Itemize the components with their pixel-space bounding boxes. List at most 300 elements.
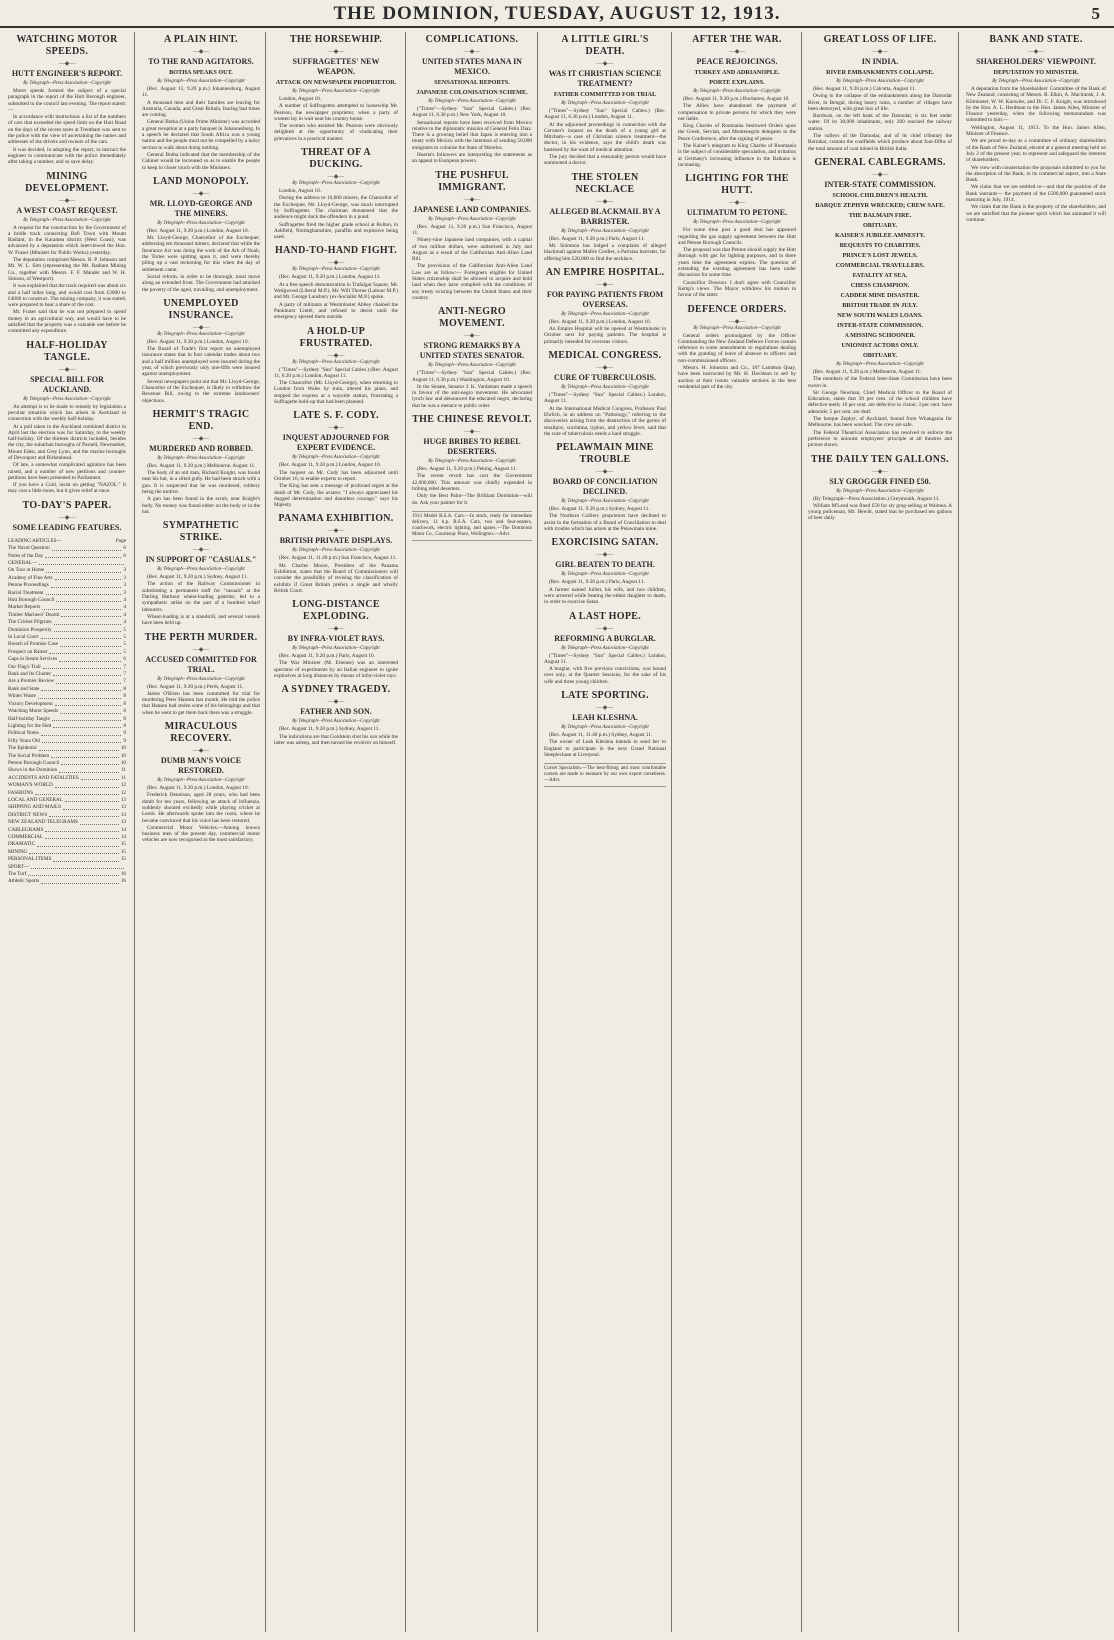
article xyxy=(544,442,666,532)
article-headline: HALF-HOLIDAY TANGLE. xyxy=(26,339,108,363)
article-paragraph: (Rec. August 11, 9.20 p.m.) San Francisco, August 11. xyxy=(412,223,532,236)
index-item xyxy=(8,656,126,663)
article-paragraph: The recent revolt has cost the Government 42,000,000. This amount was chiefly expended in bribing rebel deserters. xyxy=(412,473,532,492)
dot-leader xyxy=(49,649,121,654)
article-subheading: SLY GROGGER FINED £50. xyxy=(829,476,931,486)
article-headline: SYMPATHETIC STRIKE. xyxy=(162,520,240,544)
dot-leader xyxy=(37,841,119,846)
index-item-page: 4 xyxy=(123,597,126,604)
article xyxy=(142,721,260,844)
article-headline: UNEMPLOYED INSURANCE. xyxy=(163,297,239,321)
article-paragraph: (Rec. August 11, 9.20 p.m.) Johannesburg, August 11. xyxy=(142,86,260,99)
byline: By Telegraph—Press Association—Copyright xyxy=(561,101,649,106)
index-item xyxy=(8,738,126,745)
dot-leader xyxy=(53,723,121,728)
article-subheading: JAPANESE LAND COMPANIES. xyxy=(413,204,531,214)
column-5 xyxy=(544,32,666,1632)
article xyxy=(8,34,126,166)
article-headline: LAND MONOPOLY. xyxy=(153,175,249,187)
article-subheading: OBITUARY. xyxy=(862,351,898,359)
article-paragraph: It was explained that the track required was about six and a half miles long, and would cost from £3000 to £4000 to construct. The mining company, it was stated, were prepared to bear a share of the cost. xyxy=(8,283,126,309)
index-item xyxy=(8,619,126,626)
article xyxy=(412,306,532,409)
dot-leader xyxy=(42,604,121,609)
index-heading xyxy=(8,538,126,545)
rule-ornament: —◆— xyxy=(728,318,746,325)
article-paragraph: The action of the Railway Commissioner in substituting a permanent staff for "casuals" at the Darling Harbour wheat-loading gantries, led to a sympathetic strike on the part of a hundred wharf labourers. xyxy=(142,581,260,613)
article-paragraph: If you have a Cold, insist on getting "NAZOL." It may cost a little more, but it gives relief at once. xyxy=(8,482,126,495)
index-item-label: DISTRICT NEWS xyxy=(8,811,48,818)
article-paragraph: (Rec. August 11, 9.20 p.m.) Calcutta, August 11. xyxy=(813,86,916,92)
article xyxy=(966,34,1106,223)
article-paragraph: Several newspapers point out that Mr. Lloyd-George, Chancellor of the Exchequer, is likely to withdraw the Revenue Bill, owing to the extreme landowners' objections. xyxy=(142,378,260,404)
article-paragraph: The Federal Theatrical Association has resolved to enforce the preference to unionist employees' principle at all theatres and picture shows. xyxy=(808,429,952,449)
byline: By Telegraph—Press Association—Copyright xyxy=(561,385,649,391)
byline: By Telegraph—Press Association—Copyright xyxy=(23,396,111,402)
rule-ornament: —◆— xyxy=(596,365,614,372)
column-1 xyxy=(8,32,126,1632)
rule-ornament: —◆— xyxy=(596,281,614,288)
byline: By Telegraph—Press Association—Copyright xyxy=(157,778,245,784)
article xyxy=(678,304,796,391)
article-paragraph: (Rec. August 11, 9.20 p.m.) Perth, August 11. xyxy=(147,683,244,690)
rule-ornament: —◆— xyxy=(327,626,345,633)
article-paragraph: James O'Brien has been committed for trial for murdering Peter Hansen last month. He told the police that Hansen had stolen some of his belongings and that when he went to get them back there was a struggle. xyxy=(142,690,260,716)
article-subheading: BARQUE ZEPHYR WRECKED; CREW SAFE. xyxy=(815,201,945,209)
rule-ornament: —◆— xyxy=(192,547,210,554)
article-subheading: JAPANESE COLONISATION SCHEME. xyxy=(416,89,528,96)
article-paragraph: The deputation comprised Messrs. R. P. Johnson and Mr. W. L. Sim (representing the Mt. Radiant Mining Co., together with Messrs. F. F. Mander and W. H. Simson, of Westport). xyxy=(8,257,126,282)
article-subheading: PORTE EXPLAINS. xyxy=(709,79,765,86)
article-headline: AFTER THE WAR. xyxy=(692,34,782,45)
article-subheading: FATHER COMMITTED FOR TRIAL xyxy=(553,91,657,98)
article-headline: MEDICAL CONGRESS. xyxy=(548,350,662,362)
article-paragraph: Suffragettes fired the higher grade school at Bolton, in Ashfield, Nottinghamshire, paraffin and explosive being used. xyxy=(274,221,398,241)
article-paragraph: Sir George Newman, Chief Medical Officer to the Board of Education, states that 30 per cent. of the school children have defective teeth; 10 per cent. are defective in vision; 3 per cent. have adenoids; 5 per cent. are deaf. xyxy=(808,389,952,415)
article xyxy=(544,690,666,758)
column-rule xyxy=(134,32,135,1632)
article xyxy=(808,34,952,152)
index-item xyxy=(8,864,126,871)
article xyxy=(678,34,796,168)
rule-ornament: —◆— xyxy=(58,61,76,67)
article-headline: AN EMPIRE HOSPITAL. xyxy=(545,266,665,278)
article-paragraph: Commercial Motor Vehicles.—Among known business men of the present day, commercial motor vehicles are now recognised as the most satisfactory. xyxy=(142,824,260,844)
article-subheading: RIVER EMBANKMENTS COLLAPSE. xyxy=(826,69,934,76)
article-subheading: COMMERCIAL TRAVELLERS. xyxy=(835,261,925,269)
rule-ornament: —◆— xyxy=(58,514,76,521)
index-item-page: 7 xyxy=(123,663,126,670)
dot-leader xyxy=(46,567,121,572)
article-headline: TO-DAY'S PAPER. xyxy=(22,499,112,511)
dot-leader xyxy=(28,871,119,876)
index-item-label: Shows in the Dominion xyxy=(8,767,58,774)
article-subheading: KAISER'S JUBILEE AMNESTY. xyxy=(834,231,926,239)
article xyxy=(142,409,260,515)
article xyxy=(544,34,666,167)
article-paragraph: The women who assisted Mr. Pearson were obviously delighted at the opportunity of vindicating their grievances in a practical manner. xyxy=(274,123,398,142)
article-paragraph: Wellington, August 11, 1913. To the Hon. James Allen, Minister of Finance. xyxy=(966,124,1106,138)
article-subheading: PEACE REJOICINGS. xyxy=(696,57,778,66)
dot-leader xyxy=(81,775,119,780)
index-item xyxy=(8,878,126,885)
article-paragraph: We view with consternation the proposals submitted to you for the absorption of the Bank, in its commercial aspect, into a State Bank. xyxy=(966,164,1106,184)
article-subheading: IN INDIA. xyxy=(861,57,899,66)
rule-ornament: —◆— xyxy=(192,748,210,755)
article-paragraph: (Rec. August 11, 9.20 p.m.) Paris, August 10. xyxy=(279,653,376,660)
article-paragraph: An Empire Hospital will be opened at Westminster in October next for paying patients. The hospital is primarily intended for overseas visitors. xyxy=(544,326,666,345)
article-paragraph: At the adjourned proceedings in connection with the Coroner's inquest on the death of a young girl at Mitcham—a case of Christian science treatment—the doctor, in his evidence, says the child's death was hastened by the want of medical attention. xyxy=(544,121,666,153)
rule-ornament: —◆— xyxy=(596,704,614,711)
article-paragraph: (Rec. August 11, 9.20 p.m.) Paris, August 11. xyxy=(549,235,645,242)
article xyxy=(274,245,398,320)
byline: By Telegraph—Press Association—Copyright xyxy=(292,548,380,554)
article-headline: MINING DEVELOPMENT. xyxy=(25,170,109,194)
article-paragraph: (By Telegraph—Press Association.) Greymouth, August 11. xyxy=(813,495,940,502)
index-heading-label: LEADING ARTICLES— xyxy=(8,537,62,544)
column-4 xyxy=(412,32,532,1632)
index-item-label: Market Reports xyxy=(8,604,41,611)
byline: By Telegraph—Press Association—Copyright xyxy=(561,645,649,651)
byline: By Telegraph—Press Association—Copyright xyxy=(157,455,245,461)
article-paragraph: ("Times"—Sydney "Sun" Special Cables.) London, August 11. xyxy=(544,652,666,665)
article-subheading: MR. LLOYD-GEORGE AND THE MINERS. xyxy=(149,198,253,218)
index-item-page: 3 xyxy=(123,589,126,596)
index-item-page: 16 xyxy=(120,878,126,885)
index-item-label: Petone Proceedings xyxy=(8,582,49,589)
article-subheading: BOTHA SPEAKS OUT. xyxy=(169,69,233,76)
index-item-label: Gaps in Steam Services xyxy=(8,656,58,663)
article-subheading: CHESS CHAMPION. xyxy=(850,281,910,289)
todays-paper-index xyxy=(8,538,126,886)
article xyxy=(808,157,952,449)
dot-leader xyxy=(60,708,121,713)
article-headline: A HOLD-UP FRUSTRATED. xyxy=(299,325,373,349)
index-item-label: COMMERCIAL xyxy=(8,834,44,841)
rule-ornament: —◆— xyxy=(327,699,345,706)
index-item xyxy=(8,649,126,656)
index-item-label: Dominion Prosperity xyxy=(8,626,52,633)
rule-ornament: —◆— xyxy=(192,324,210,331)
article-paragraph: We are proud to-day as a committee of ordinary shareholders of the Bank of New Zealand, elected at a general meeting held on July 2 of the present year, to represent and safeguard the interests of shareholders. xyxy=(966,138,1106,164)
article-paragraph: Social reform, in order to be thorough, must move along an extended front. The Government had attacked the poverty of the aged, travailing, and unemployment. xyxy=(142,273,260,293)
byline: By Telegraph—Press Association—Copyright xyxy=(561,724,649,730)
article-paragraph: Ninety-nine Japanese land companies, with a capital of two million dollars, were authorised in July and August as a result of the Californian Anti-Alien Land Bill. xyxy=(412,237,532,263)
index-item-label: SPORT— xyxy=(8,863,30,870)
article-paragraph: The Kaiser's telegram to King Charles of Roumania is the subject of considerable speculation, and irritation at Germany's increasing influence in the Balkans is increasing. xyxy=(678,143,796,168)
article-paragraph: Mr. Fraser said that he was not prepared to spend money in an agricultural way, and would have to be satisfied that the property was a valuable one before he committed any expenditure. xyxy=(8,309,126,335)
dot-leader xyxy=(45,553,121,558)
index-item-page: 11 xyxy=(121,774,126,781)
index-item xyxy=(8,664,126,671)
dot-leader xyxy=(59,656,121,661)
index-item-label: Winter Waste xyxy=(8,693,36,700)
index-item-label: Lighting for the Hutt xyxy=(8,722,52,729)
column-7 xyxy=(808,32,952,1632)
article xyxy=(274,326,398,406)
article-paragraph: The Allies have abandoned the payment of compensation to private persons for which they were not liable. xyxy=(678,103,796,122)
article xyxy=(544,537,666,605)
article-headline: PANAMA EXHIBITION. xyxy=(278,513,394,525)
index-item-label: Petone Borough Council xyxy=(8,759,60,766)
article-paragraph: (Rec. August 11, 9.20 p.m.) Sydney, August 11. xyxy=(549,506,650,513)
byline: By Telegraph—Press Association—Copyright xyxy=(428,99,516,104)
dot-leader xyxy=(61,612,121,617)
article-paragraph: We claim that the Bank is the property of the shareholders, and we are satisfied that the pioneer spirit which has animated it will continue. xyxy=(966,204,1106,223)
rule-ornament: —◆— xyxy=(463,333,481,340)
index-item-page: 7 xyxy=(123,671,126,678)
article-paragraph: The King has sent a message of profound regret at the death of Mr. Cody, the aviator. "I always appreciated his dogged determination and dauntless courage," says his Majesty. xyxy=(274,483,398,509)
byline: By Telegraph—Press Association—Copyright xyxy=(836,361,924,367)
index-item xyxy=(8,790,126,797)
index-item xyxy=(8,745,126,752)
rule-ornament: —◆— xyxy=(596,61,614,67)
article-headline: LATE S. F. CODY. xyxy=(293,410,379,422)
article-paragraph: A party of militants at Westminster Abbey chained the Pankhurst Lintel, and refused to desist until the emergency ejected them outside. xyxy=(274,301,398,321)
article-paragraph: (Rec. August 11, 9.20 p.m.) Sydney, August 11. xyxy=(147,574,248,581)
index-item-label: The Epidemic xyxy=(8,745,38,752)
rule-ornament: —◆— xyxy=(327,528,345,535)
rule-ornament: —◆— xyxy=(58,197,76,204)
index-item xyxy=(8,553,126,560)
index-item xyxy=(8,753,126,760)
article-paragraph: (Rec. August 11, 9.20 p.m.) London, August 11. xyxy=(279,274,381,281)
index-item xyxy=(8,716,126,723)
rule-ornament: —◆— xyxy=(463,49,481,55)
article-paragraph: At a free speech demonstration in Trafalgar Square, Mr. Wedgwood (Liberal M.P.), Mr. Will Thorne (Labour M.P.) and Mr. George Lansbury (ex-Socialist M.P.) spoke. xyxy=(274,281,398,301)
byline: By Telegraph—Press Association—Copyright xyxy=(157,567,245,573)
index-item-page: 8 xyxy=(123,722,126,729)
rule-ornament: —◆— xyxy=(871,171,889,178)
index-item-label: Prospect on Rainer xyxy=(8,648,48,655)
advertisement: Corset Specialists.—The best-fitting and most comfortable corsets are made to measure by our own expert corsetieres.—Advt. xyxy=(544,763,666,787)
article-headline: MIRACULOUS RECOVERY. xyxy=(164,721,238,745)
article-paragraph: Burdwan, on the left bank of the Damodar, is six feet under water. Of its 30,000 inhabitants, only 200 reached the railway station. xyxy=(808,113,952,132)
dot-leader xyxy=(45,834,119,839)
index-item-page: 16 xyxy=(120,871,126,878)
dot-leader xyxy=(54,627,122,632)
dot-leader xyxy=(39,745,119,750)
byline: By Telegraph—Press Association—Copyright xyxy=(561,572,649,578)
article-paragraph: The members of the Federal Inter-State Commission have been sworn in. xyxy=(808,376,952,389)
byline: By Telegraph—Press Association—Copyright xyxy=(693,220,781,226)
article-paragraph: ("Times"—Sydney "Sun" Special Cables.) (Rec. August 11, 6.20 p.m.) London, August 11. xyxy=(274,366,398,379)
article-headline: LATE SPORTING. xyxy=(561,689,649,701)
article-headline: THE DAILY TEN GALLONS. xyxy=(811,453,949,465)
index-item-page: 5 xyxy=(123,641,126,648)
column-rule xyxy=(537,32,538,1632)
article-paragraph: A number of Suffragettes attempted to horsewhip Mr. Pearson, the newspaper proprietor, when a party of women lay in wait near his country house. xyxy=(274,103,398,122)
index-item-label: Athletic Sports xyxy=(8,878,40,885)
article-headline: WATCHING MOTOR SPEEDS. xyxy=(16,34,118,57)
dot-leader xyxy=(51,582,122,587)
article-subheading: BOARD OF CONCILIATION DECLINED. xyxy=(552,477,658,497)
article-paragraph: At the International Medical Congress, Professor Paul Ehrlich, in an address on "Pathology," referring to the discoveries arising from the destruction of the germs of smallpox, scarlatina, typhus, and yellow fever, said that the cure of tuberculosis needs a hard struggle. xyxy=(544,405,666,437)
index-item-label: PERSONAL ITEMS xyxy=(8,856,52,863)
dot-leader xyxy=(51,753,119,758)
index-item-page: 7 xyxy=(123,678,126,685)
rule-ornament: —◆— xyxy=(596,198,614,205)
byline: By Telegraph—Press Association—Copyright xyxy=(693,89,781,94)
article-subheading: TO THE RAND AGITATORS. xyxy=(148,57,254,66)
index-item-label: Racial Treatment xyxy=(8,589,44,596)
article-paragraph: During the address to 10,000 miners, the Chancellor of the Exchequer, Mr. Lloyd-George, was much interrupted by Suffragettes. The chairman threatened that the audience might duck the offenders in a pond. xyxy=(274,195,398,221)
article xyxy=(412,414,532,506)
article-headline: A SYDNEY TRAGEDY. xyxy=(281,684,391,696)
article-paragraph: The body of an old man, Richard Knight, was found near his hut, in a silted gully. He had been struck with a gun. It is suspected that he was murdered, robbery being the motive. xyxy=(142,470,260,495)
index-item-page: 15 xyxy=(120,848,126,855)
byline: By Telegraph—Press Association—Copyright xyxy=(292,89,380,94)
index-item-label: On Tour at Home xyxy=(8,567,45,574)
byline: By Telegraph—Press Association—Copyright xyxy=(428,216,516,222)
article-subheading: SUFFRAGETTES' NEW WEAPON. xyxy=(292,57,380,76)
index-item xyxy=(8,678,126,685)
index-item-page: 15 xyxy=(120,841,126,848)
index-item xyxy=(8,590,126,597)
article-paragraph: The indications are that Goldstein shot his son while the latter was asleep, and then turned the revolver on himself. xyxy=(274,733,398,746)
index-item xyxy=(8,812,126,819)
article-paragraph: (Rec. August 11, 9.20 p.m.) London, August 10. xyxy=(549,318,651,325)
index-item xyxy=(8,849,126,856)
article-subheading: MURDERED AND ROBBED. xyxy=(149,443,253,453)
dot-leader xyxy=(41,730,122,735)
dot-leader xyxy=(54,619,122,624)
dot-leader xyxy=(80,819,119,824)
rule-ornament: —◆— xyxy=(192,435,210,442)
index-item-label: Acadeny of Fine Arts xyxy=(8,574,53,581)
rule-ornament: —◆— xyxy=(596,469,614,476)
index-item xyxy=(8,760,126,767)
article-paragraph: It was decided, in adopting the report, to instruct the engineer to communicate with the police immediately after taking a number, and so save delay. xyxy=(8,146,126,166)
article-headline: THE HORSEWHIP. xyxy=(289,34,383,45)
article-headline: BANK AND STATE. xyxy=(989,34,1083,45)
dot-leader xyxy=(61,760,119,765)
article-headline: LIGHTING FOR THE HUTT. xyxy=(685,173,789,197)
index-item xyxy=(8,819,126,826)
index-item-page: 6 xyxy=(123,656,126,663)
article-paragraph: In the Senate, Senator J. K. Vardaman made a speech in favour of the anti-negro movement. He advocated lynch law and denounced the educated negro, declaring that he was a menace to public order. xyxy=(412,383,532,409)
article-subheading: WAS IT CHRISTIAN SCIENCE TREATMENT? xyxy=(548,69,662,88)
index-item-label: Bank and Its Charter xyxy=(8,671,52,678)
article-paragraph: ("Times"—Sydney "Sun" Special Cables.) (Rec. August 11, 6.30 p.m.) Washington, August 10. xyxy=(412,370,532,383)
article-headline: LONG-DISTANCE EXPLODING. xyxy=(292,599,380,623)
dot-leader xyxy=(49,812,119,817)
article-paragraph: London, August 10. xyxy=(279,96,322,102)
byline: By Telegraph—Press Association—Copyright xyxy=(992,79,1080,84)
index-item-label: GENERAL— xyxy=(8,559,38,566)
index-item-page: 10 xyxy=(120,759,126,766)
index-item xyxy=(8,775,126,782)
article-paragraph: (Rec. August 11, 9.20 p.m.) Melbourne, August 11. xyxy=(813,368,922,375)
index-item xyxy=(8,560,126,567)
dot-leader xyxy=(55,575,122,580)
index-item-label: In Local Court xyxy=(8,634,39,641)
byline: By Telegraph—Press Association—Copyright xyxy=(693,325,781,331)
article-paragraph: (Rec. August 11, 9.20 p.m.) London, August 10. xyxy=(147,338,249,345)
index-item-label: Timber Mariners' Dearth xyxy=(8,611,60,618)
dot-leader xyxy=(39,560,124,565)
byline: By Telegraph—Press Association—Copyright xyxy=(292,267,380,273)
article-subheading: A MISSING SCHOONER. xyxy=(844,331,916,339)
article-paragraph: (Rec. August 11, 11.40 p.m.) Sydney, August 11. xyxy=(549,731,653,738)
byline: By Telegraph—Press Association—Copyright xyxy=(836,79,924,84)
index-item-label: NEW ZEALAND TELEGRAMS xyxy=(8,819,78,826)
byline: By Telegraph—Press Association—Copyright xyxy=(836,488,924,494)
article xyxy=(544,350,666,437)
article xyxy=(808,454,952,522)
article xyxy=(274,34,398,142)
rule-ornament: —◆— xyxy=(728,200,746,207)
index-item-page: 9 xyxy=(123,730,126,737)
dot-leader xyxy=(46,590,122,595)
column-8 xyxy=(966,32,1106,1632)
index-item-page: 8 xyxy=(123,708,126,715)
article-paragraph: (Rec. August 11, 9.20 p.m.) Peking, August 11. xyxy=(417,466,517,473)
index-item-label: Watching Motor Speeds xyxy=(8,708,59,715)
index-item-page: 5 xyxy=(123,634,126,641)
dot-leader xyxy=(35,790,119,795)
article-subheading: SHAREHOLDERS' VIEWPOINT. xyxy=(976,57,1096,66)
article-headline: A PLAIN HINT. xyxy=(163,34,238,45)
dot-leader xyxy=(45,827,118,832)
index-item-page: 8 xyxy=(123,693,126,700)
article-headline: THE CHINESE REVOLT. xyxy=(412,414,532,426)
index-item-page: 13 xyxy=(120,796,126,803)
article-paragraph: Mr. Charles Moore, President of the Panama Exhibition, states that the Board of Commissioners will consider the possibility of revising the classification of exhibits if Great Britain prefers a single and wholly British Court. xyxy=(274,562,398,594)
index-item-label: Victory Development xyxy=(8,700,53,707)
article-headline: HAND-TO-HAND FIGHT. xyxy=(275,245,397,257)
index-item-label: FASHIONS xyxy=(8,789,33,796)
byline: By Telegraph—Press Association—Copyright xyxy=(292,646,380,652)
index-item xyxy=(8,627,126,634)
article xyxy=(274,513,398,594)
index-item-page: 4 xyxy=(123,619,126,626)
article-paragraph: Mr. Solomon has lodged a complaint of alleged blackmail against Maître Cordier, a Parisian barrister, for offering him £20,000 to find the necklace. xyxy=(544,242,666,262)
article-paragraph: (Rec. August 11, 9.20 p.m.) London, August 10. xyxy=(279,462,381,469)
index-item xyxy=(8,723,126,730)
index-item-label: MINING xyxy=(8,848,28,855)
index-item-label: SHIPPING AND MAILS xyxy=(8,804,62,811)
rule-ornament: —◆— xyxy=(327,352,345,359)
index-item xyxy=(8,871,126,878)
article-paragraph: A burglar, with five previous convictions, was bound over only, at the Quarter Sessions, for the sake of his wife and three young children. xyxy=(544,666,666,685)
index-item xyxy=(8,782,126,789)
article-paragraph: The Northern Colliery proprietors have declined to assist in the formation of a Board of Conciliation to deal with trouble which has arisen at the Pelawmain mine. xyxy=(544,513,666,533)
article-headline: ANTI-NEGRO MOVEMENT. xyxy=(437,306,506,330)
article xyxy=(412,34,532,165)
article-subheading: ATTACK ON NEWSPAPER PROPRIETOR. xyxy=(275,79,397,86)
index-item xyxy=(8,575,126,582)
article-subheading: DEPUTATION TO MINISTER. xyxy=(993,69,1079,76)
article-subheading: GIRL BEATEN TO DEATH. xyxy=(555,560,655,570)
rule-ornament: —◆— xyxy=(871,468,889,475)
index-item xyxy=(8,856,126,863)
index-item-page: 12 xyxy=(120,789,126,796)
article-paragraph: The War Minister (M. Etienne) was an interested spectator of experiments by an Italian engineer to ignite explosives at long distances by means of infra-violet rays. xyxy=(274,660,398,680)
byline: By Telegraph—Press Association—Copyright xyxy=(292,719,380,725)
article-subheading: SPECIAL BILL FOR AUCKLAND. xyxy=(30,374,104,394)
rule-ornament: —◆— xyxy=(728,49,746,55)
index-item-label: WOMAN'S WORLD xyxy=(8,782,53,789)
article-subheading: NEW SOUTH WALES LOANS. xyxy=(837,311,923,319)
index-item-page: 8 xyxy=(123,715,126,722)
article-subheading: ALLEGED BLACKMAIL BY A BARRISTER. xyxy=(549,206,661,226)
dot-leader xyxy=(55,782,119,787)
article xyxy=(544,267,666,345)
article-subheading: CADDER MINE DISASTER. xyxy=(840,291,920,299)
article-subheading: BEQUESTS TO CHARITIES. xyxy=(839,241,921,249)
dot-leader xyxy=(65,797,119,802)
